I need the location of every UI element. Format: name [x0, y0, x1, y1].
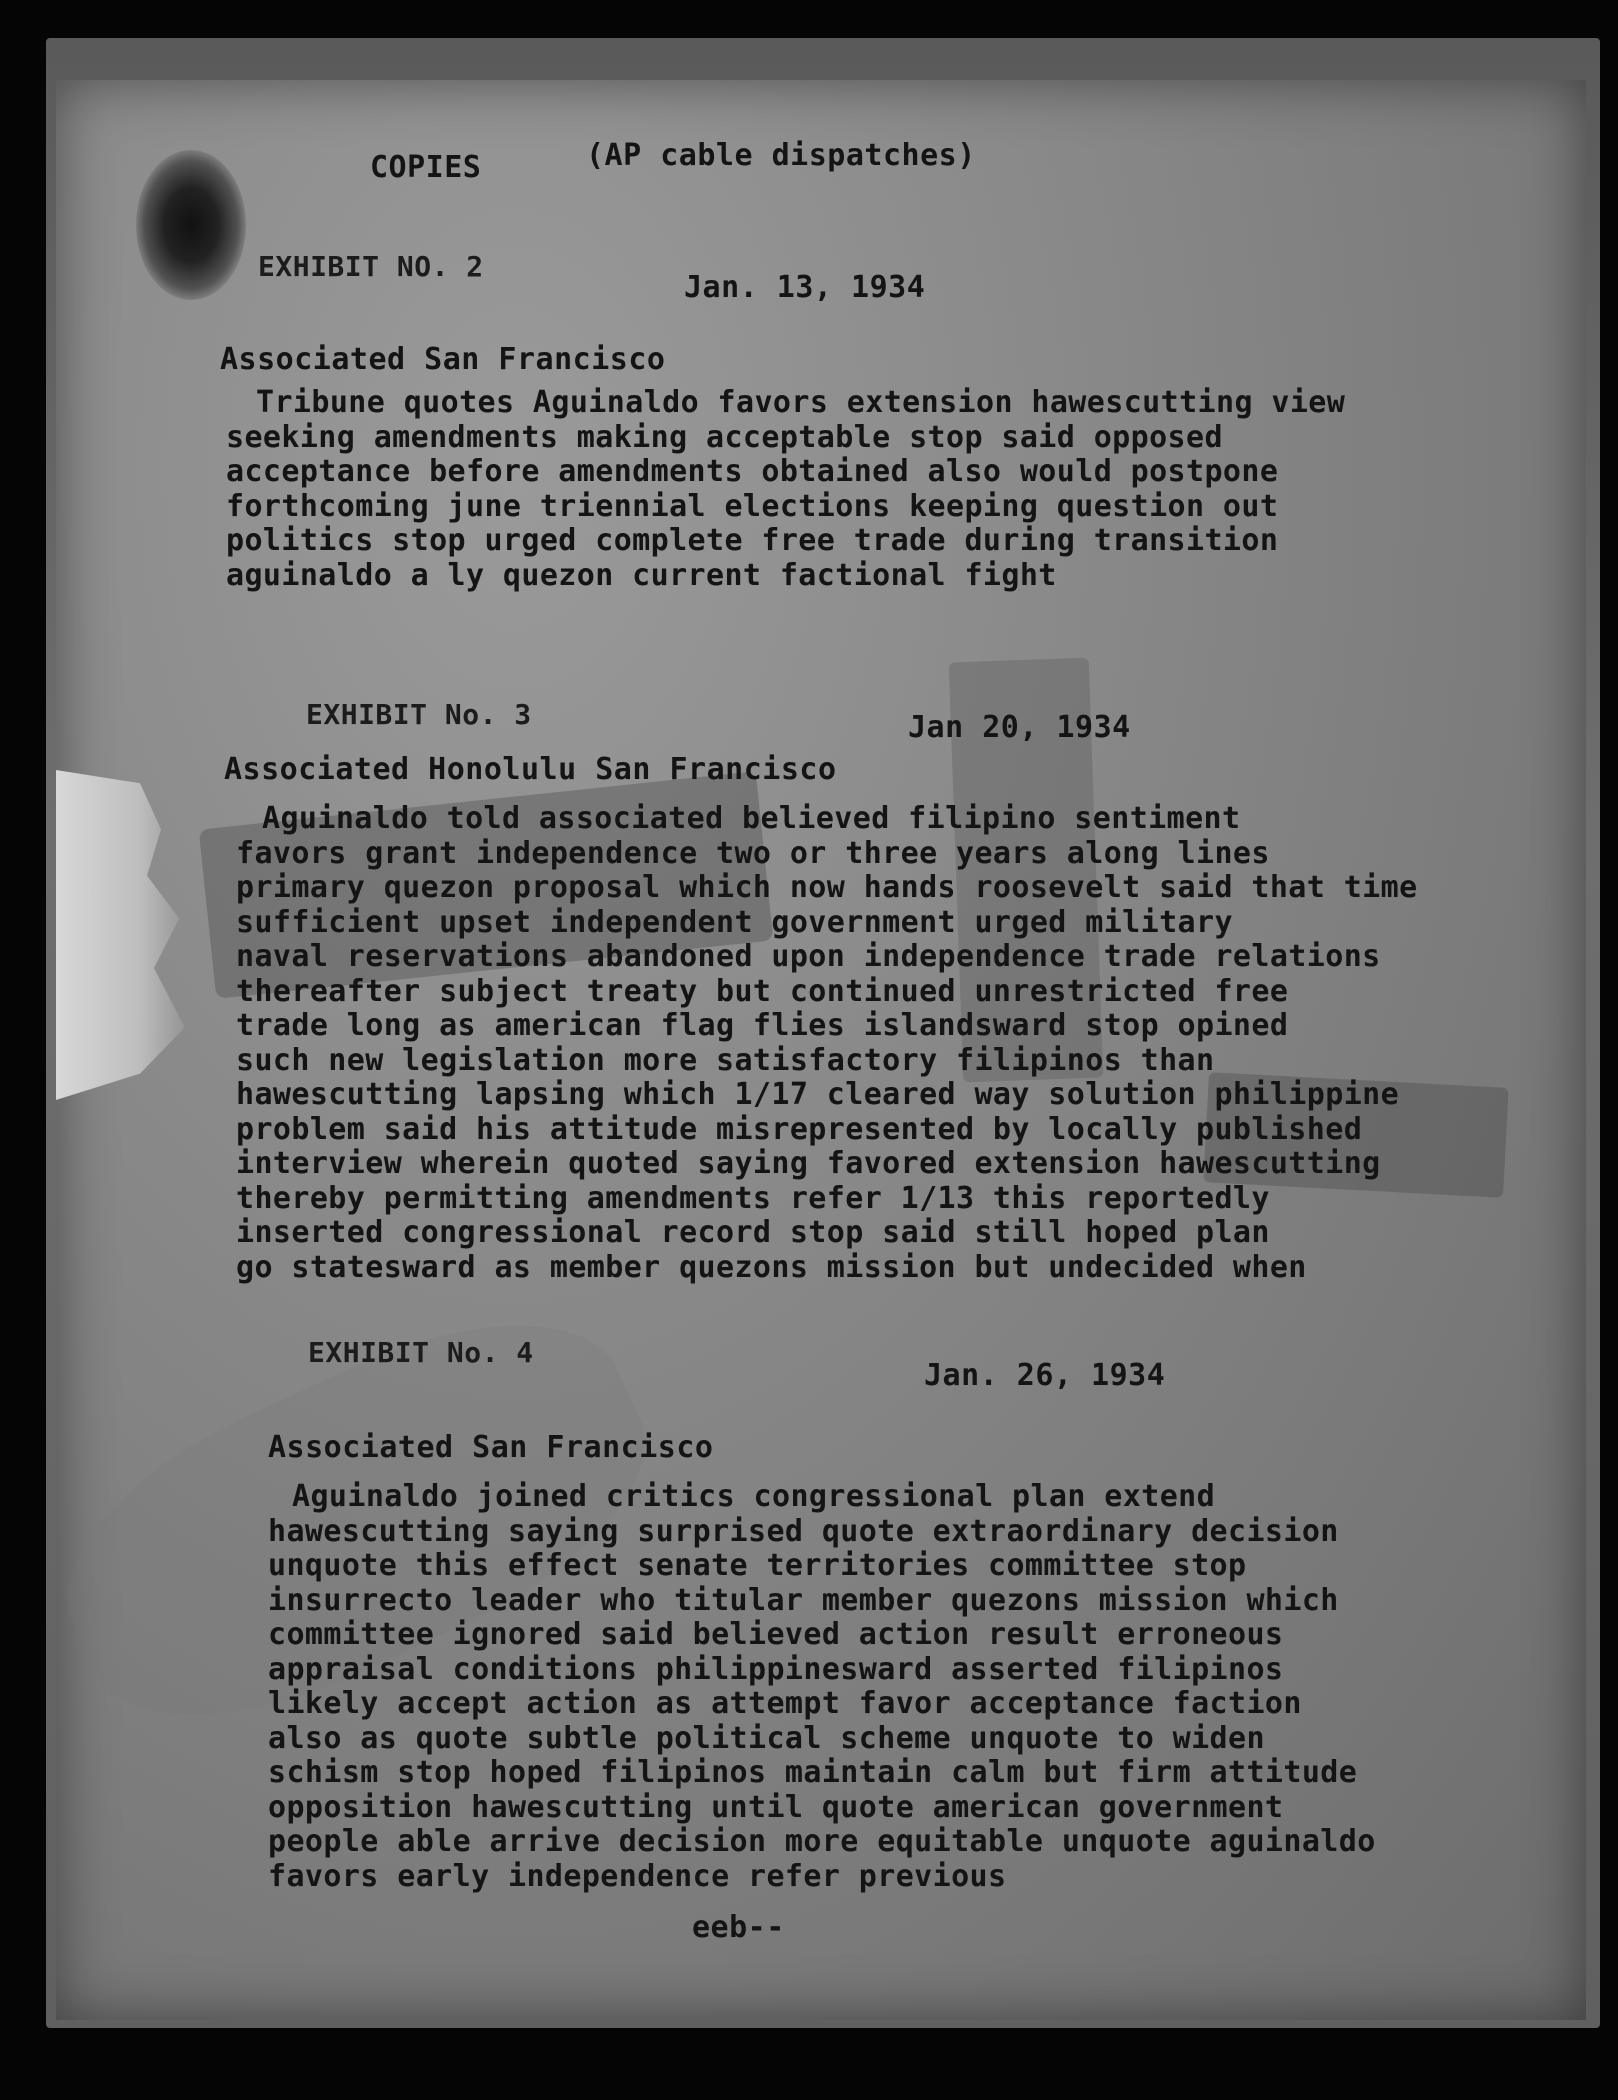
body-line: interview wherein quoted saying favored extension hawescutting: [236, 1146, 1381, 1181]
body-line: trade long as american flag flies islandsward stop opined: [236, 1008, 1289, 1043]
body-line: problem said his attitude misrepresented by locally published: [236, 1111, 1363, 1147]
typist-initials: eeb--: [692, 1910, 785, 1945]
body-line: politics stop urged complete free trade during transition: [226, 523, 1279, 558]
body-line: inserted congressional record stop said still hoped plan: [236, 1215, 1270, 1250]
exhibit-body: [268, 1480, 1376, 1894]
body-line: schism stop hoped filipinos maintain calm but firm attitude: [268, 1755, 1358, 1790]
typed-text: [56, 80, 1586, 2020]
exhibit-date: Jan. 26, 1934: [924, 1358, 1166, 1393]
body-line: insurrecto leader who titular member quezons mission which: [268, 1582, 1339, 1618]
exhibit-body: [236, 802, 1418, 1285]
exhibit-dateline: Associated San Francisco: [268, 1430, 714, 1465]
body-line: Tribune quotes Aguinaldo favors extension hawescutting view: [256, 385, 1346, 420]
exhibit-date: Jan. 13, 1934: [684, 270, 926, 305]
document-title: COPIES: [370, 150, 482, 185]
exhibit-dateline: Associated San Francisco: [220, 342, 666, 377]
body-line: appraisal conditions philippinesward asserted filipinos: [268, 1651, 1284, 1687]
body-line: Aguinaldo joined critics congressional plan extend: [292, 1479, 1216, 1514]
body-line: hawescutting saying surprised quote extraordinary decision: [268, 1513, 1339, 1549]
body-line: thereafter subject treaty but continued unrestricted free: [236, 973, 1289, 1009]
exhibit-label: EXHIBIT NO. 2: [258, 250, 484, 283]
exhibit-label: EXHIBIT No. 4: [308, 1336, 534, 1369]
exhibit-dateline: Associated Honolulu San Francisco: [224, 752, 837, 787]
exhibit-body: [226, 386, 1345, 593]
body-line: such new legislation more satisfactory filipinos than: [236, 1042, 1215, 1078]
body-line: sufficient upset independent government urged military: [236, 904, 1233, 940]
exhibit-date: Jan 20, 1934: [908, 710, 1131, 745]
body-line: committee ignored said believed action result erroneous: [268, 1617, 1284, 1652]
document-subtitle: (AP cable dispatches): [586, 138, 976, 173]
body-line: favors early independence refer previous: [268, 1858, 1007, 1894]
body-line: opposition hawescutting until quote american government: [268, 1789, 1284, 1825]
body-line: aguinaldo a ly quezon current factional fight: [226, 557, 1057, 593]
body-line: people able arrive decision more equitable unquote aguinaldo: [268, 1824, 1376, 1859]
body-line: forthcoming june triennial elections keeping question out: [226, 488, 1279, 524]
body-line: thereby permitting amendments refer 1/13 this reportedly: [236, 1180, 1270, 1216]
exhibit-label: EXHIBIT No. 3: [306, 698, 532, 731]
body-line: seeking amendments making acceptable stop said opposed: [226, 419, 1223, 455]
body-line: Aguinaldo told associated believed filipino sentiment: [262, 801, 1241, 836]
body-line: naval reservations abandoned upon independence trade relations: [236, 939, 1381, 974]
body-line: also as quote subtle political scheme unquote to widen: [268, 1720, 1265, 1756]
body-line: favors grant independence two or three years along lines: [236, 835, 1270, 871]
body-line: hawescutting lapsing which 1/17 cleared way solution philippine: [236, 1077, 1400, 1112]
body-line: unquote this effect senate territories committee stop: [268, 1548, 1247, 1583]
body-line: acceptance before amendments obtained also would postpone: [226, 454, 1279, 489]
paper-page: [56, 80, 1586, 2020]
body-line: likely accept action as attempt favor acceptance faction: [268, 1686, 1302, 1721]
body-line: primary quezon proposal which now hands roosevelt said that time: [236, 870, 1418, 905]
body-line: go statesward as member quezons mission but undecided when: [236, 1249, 1307, 1285]
